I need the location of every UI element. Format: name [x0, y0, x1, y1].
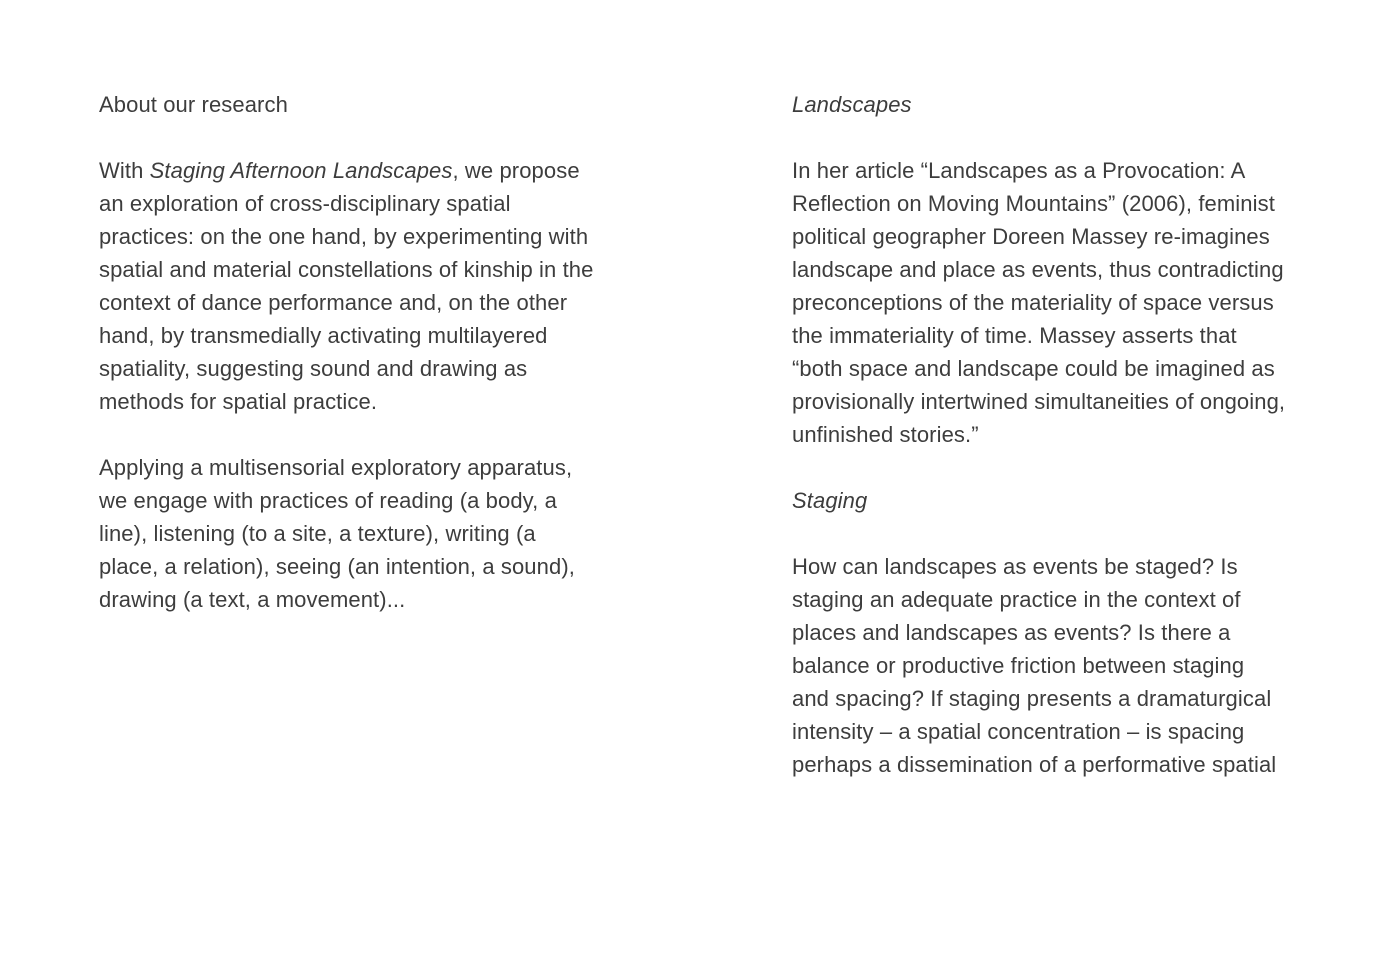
- apparatus-paragraph: Applying a multisensorial exploratory apparatus, we engage with practices of reading (a body, a line), listening (to a site, a texture), writing (a place, a relation), seeing (an intention, a sound), drawing (a text, a movement)...: [99, 455, 575, 612]
- landscapes-heading: Landscapes: [792, 92, 912, 117]
- right-column: [693, 88, 1386, 814]
- staging-heading: Staging: [792, 488, 868, 513]
- left-column: [0, 88, 693, 814]
- research-intro-paragraph: [99, 154, 594, 418]
- project-title-inline: Staging Afternoon Landscapes: [149, 158, 453, 183]
- paragraph-text-before-title: With: [99, 158, 150, 183]
- paragraph-text-after-title: , we propose an exploration of cross-disciplinary spatial practices: on the one hand, by experimenting with spatial and material constellations of kinship in the context of dance performance and, on the other hand, by transmedially activating multilayered spatiality, suggesting sound and drawing as methods for spatial practice.: [99, 158, 594, 414]
- staging-paragraph: How can landscapes as events be staged? Is staging an adequate practice in the context of places and landscapes as events? Is there a balance or productive friction between staging and spacing? If staging presents a dramaturgical intensity – a spatial concentration – is spacing perhaps a dissemination of a performative spatial: [792, 554, 1277, 777]
- landscapes-paragraph: In her article “Landscapes as a Provocation: A Reflection on Moving Mountains” (2006), feminist political geographer Doreen Massey re-imagines landscape and place as events, thus contradicting preconceptions of the materiality of space versus the immateriality of time. Massey asserts that “both space and landscape could be imagined as provisionally intertwined simultaneities of ongoing, unfinished stories.”: [792, 158, 1286, 447]
- about-research-heading: About our research: [99, 92, 288, 117]
